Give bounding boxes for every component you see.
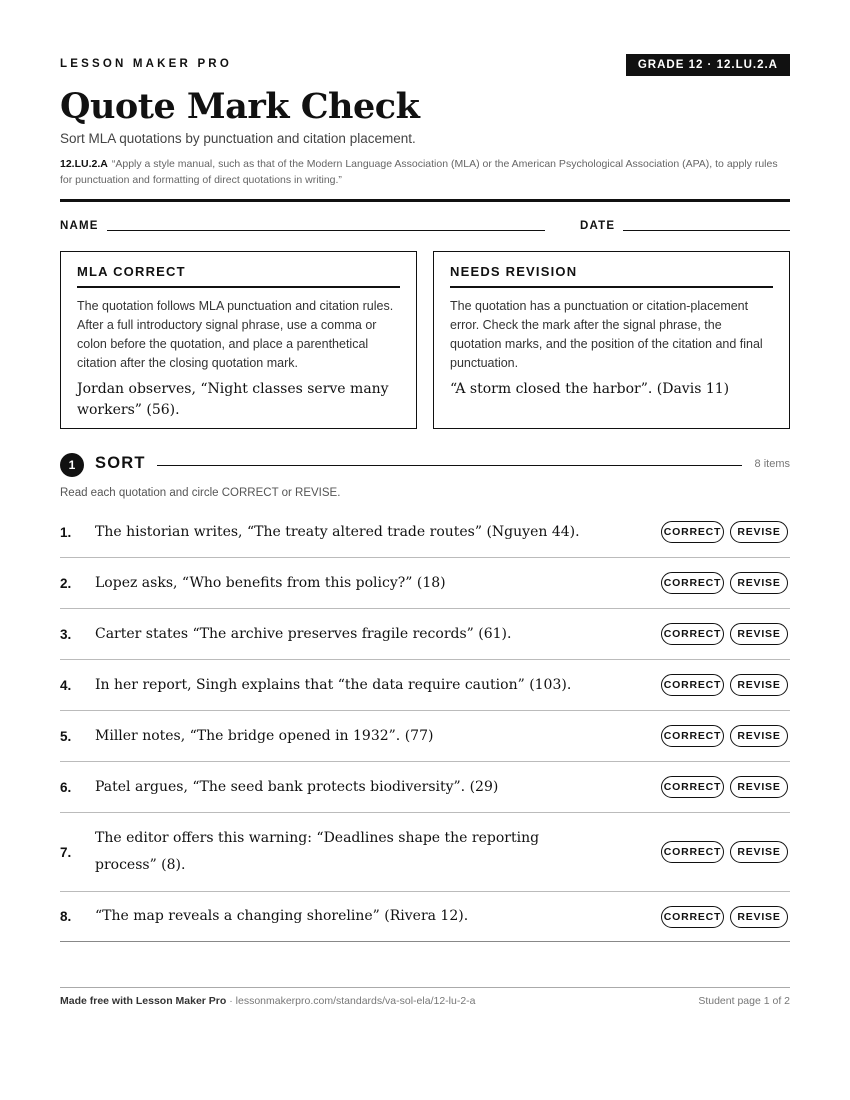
revise-button[interactable]: REVISE — [730, 725, 788, 747]
list-item — [60, 813, 790, 892]
item-text: Carter states “The archive preserves fragile records” (61). — [95, 625, 512, 642]
correct-button[interactable]: CORRECT — [661, 623, 724, 645]
name-field[interactable] — [107, 230, 545, 231]
correct-button[interactable]: CORRECT — [661, 521, 724, 543]
revise-button[interactable]: REVISE — [730, 906, 788, 928]
list-item — [60, 558, 790, 609]
needs-revision-box — [433, 251, 790, 429]
standard-note — [60, 156, 790, 188]
correct-button[interactable]: CORRECT — [661, 906, 724, 928]
item-number: 7. — [60, 844, 72, 860]
list-item — [60, 609, 790, 660]
box-description: The quotation follows MLA punctuation and citation rules. After a full introductory signal phrase, use a comma or colon before the quotation, and place a parenthetical citation after the closing quotation mark. — [77, 299, 394, 370]
correct-button[interactable]: CORRECT — [661, 725, 724, 747]
brand-name: LESSON MAKER PRO — [60, 58, 232, 70]
correct-button[interactable]: CORRECT — [661, 841, 724, 863]
sort-instructions: Read each quotation and circle CORRECT or REVISE. — [60, 487, 341, 499]
list-item — [60, 892, 790, 942]
revise-button[interactable]: REVISE — [730, 841, 788, 863]
item-number: 3. — [60, 626, 72, 642]
name-label: NAME — [60, 220, 99, 232]
item-text: Lopez asks, “Who benefits from this policy?” (18) — [95, 574, 446, 591]
box-example: Jordan observes, “Night classes serve many workers” (56). — [77, 381, 389, 418]
page-title: Quote Mark Check — [60, 86, 420, 127]
item-text: The editor offers this warning: “Deadlines shape the reporting process” (8). — [95, 830, 540, 873]
header-divider — [60, 199, 790, 202]
revise-button[interactable]: REVISE — [730, 776, 788, 798]
correct-button[interactable]: CORRECT — [661, 674, 724, 696]
revise-button[interactable]: REVISE — [730, 521, 788, 543]
footer-url[interactable]: · lessonmakerpro.com/standards/va-sol-ela/12-lu-2-a — [229, 995, 476, 1007]
item-count: 8 items — [754, 458, 790, 470]
sort-section-header — [60, 452, 790, 476]
footer-divider — [60, 987, 790, 988]
item-text: “The map reveals a changing shoreline” (Rivera 12). — [95, 908, 469, 924]
section-divider — [157, 465, 742, 466]
correct-button[interactable]: CORRECT — [661, 776, 724, 798]
box-title: NEEDS REVISION — [450, 264, 773, 288]
box-description: The quotation has a punctuation or citation-placement error. Check the mark after the signal phrase, the quotation marks, and the position of the citation and final punctuation. — [450, 299, 763, 370]
correct-button[interactable]: CORRECT — [661, 572, 724, 594]
section-title: SORT — [95, 454, 146, 472]
item-number: 4. — [60, 677, 72, 693]
section-number-badge: 1 — [60, 453, 84, 477]
revise-button[interactable]: REVISE — [730, 623, 788, 645]
page-subtitle: Sort MLA quotations by punctuation and citation placement. — [60, 131, 416, 146]
list-item — [60, 711, 790, 762]
date-field[interactable] — [623, 230, 790, 231]
item-number: 6. — [60, 779, 72, 795]
revise-button[interactable]: REVISE — [730, 572, 788, 594]
item-text: In her report, Singh explains that “the data require caution” (103). — [95, 676, 572, 693]
list-item — [60, 507, 790, 558]
item-number: 8. — [60, 909, 72, 924]
list-item — [60, 762, 790, 813]
item-text: Patel argues, “The seed bank protects biodiversity”. (29) — [95, 778, 499, 795]
box-example: “A storm closed the harbor”. (Davis 11) — [450, 381, 730, 397]
standard-code: 12.LU.2.A — [60, 158, 108, 170]
box-title: MLA CORRECT — [77, 264, 400, 288]
mla-correct-box — [60, 251, 417, 429]
page-indicator: Student page 1 of 2 — [698, 995, 790, 1007]
item-text: The historian writes, “The treaty altered trade routes” (Nguyen 44). — [95, 523, 580, 540]
footer-made-with: Made free with Lesson Maker Pro — [60, 995, 227, 1007]
revise-button[interactable]: REVISE — [730, 674, 788, 696]
item-number: 5. — [60, 728, 72, 744]
list-item — [60, 660, 790, 711]
date-label: DATE — [580, 220, 616, 232]
grade-badge: GRADE 12 · 12.LU.2.A — [626, 54, 790, 76]
footer — [60, 995, 790, 1007]
standard-text: “Apply a style manual, such as that of the Modern Language Association (MLA) or the American Psychological Association (APA), to apply rules for punctuation and formatting of direct quotations in writing.” — [60, 158, 778, 186]
sort-item-list — [60, 507, 790, 942]
item-text: Miller notes, “The bridge opened in 1932”. (77) — [95, 727, 434, 744]
item-number: 2. — [60, 575, 72, 591]
item-number: 1. — [60, 524, 72, 540]
